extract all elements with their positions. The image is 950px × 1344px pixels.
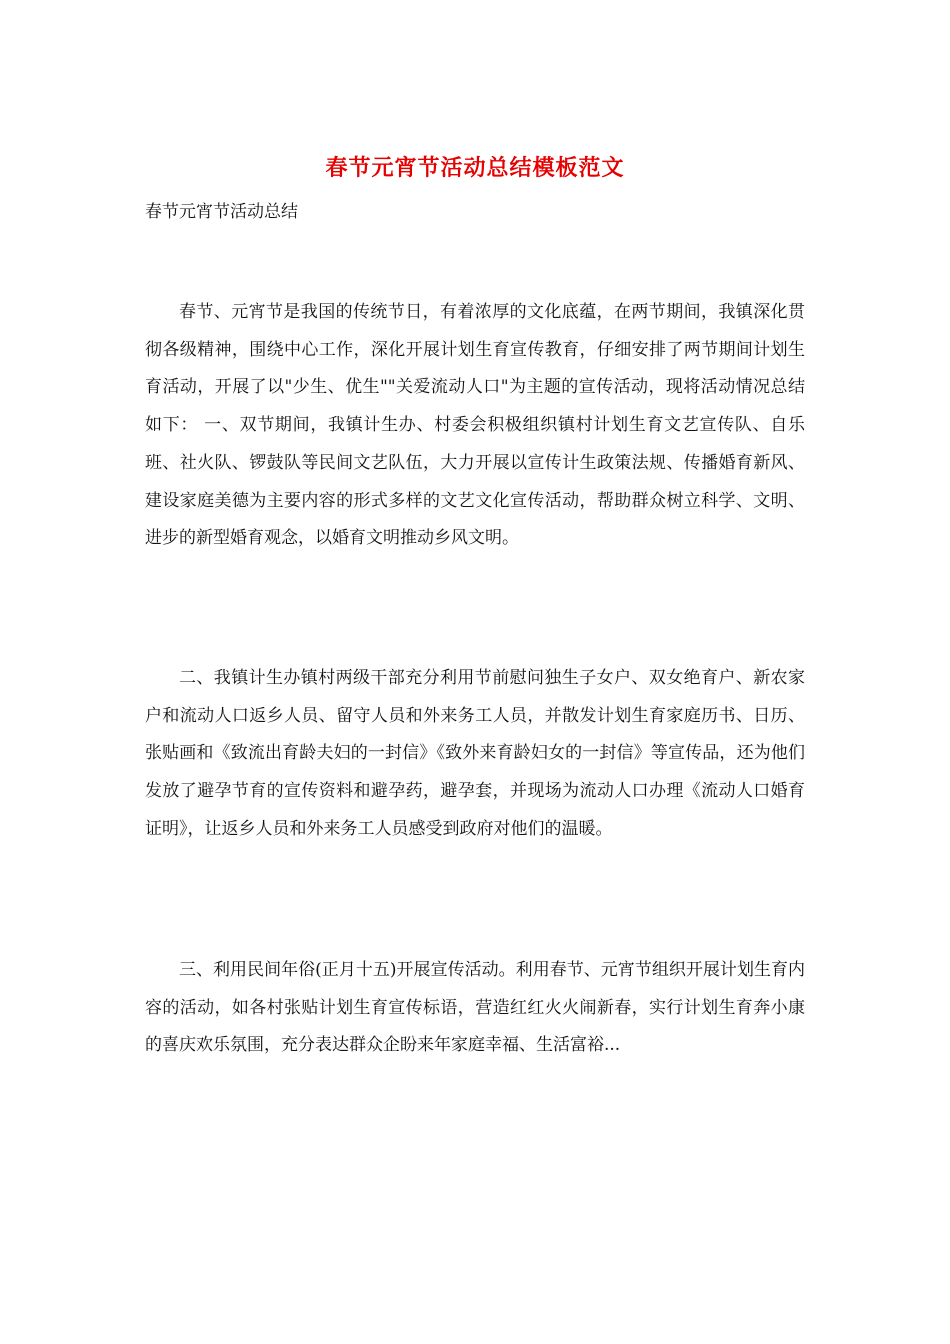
document-subtitle: 春节元宵节活动总结: [145, 202, 298, 222]
paragraph-1: 春节、元宵节是我国的传统节日，有着浓厚的文化底蕴，在两节期间，我镇深化贯彻各级精神，围绕中心工作，深化开展计划生育宣传教育，仔细安排了两节期间计划生育活动，开展了以"少生、优生""关爱流动人口"为主题的宣传活动，现将活动情况总结如下： 一、双节期间，我镇计生办、村委会积极组织镇村计划生育文艺宣传队、自乐班、社火队、锣鼓队等民间文艺队伍，大力开展以宣传计生政策法规、传播婚育新风、建设家庭美德为主要内容的形式多样的文艺文化宣传活动，帮助群众树立科学、文明、进步的新型婚育观念，以婚育文明推动乡风文明。: [145, 302, 805, 549]
paragraph-3: 三、利用民间年俗(正月十五)开展宣传活动。利用春节、元宵节组织开展计划生育内容的活动，如各村张贴计划生育宣传标语，营造红红火火闹新春，实行计划生育奔小康的喜庆欢乐氛围，充分表达群众企盼来年家庭幸福、生活富裕...: [145, 960, 805, 1056]
paragraph-2: 二、我镇计生办镇村两级干部充分利用节前慰问独生子女户、双女绝育户、新农家户和流动人口返乡人员、留守人员和外来务工人员，并散发计划生育家庭历书、日历、张贴画和《致流出育龄夫妇的一封信》《致外来育龄妇女的一封信》等宣传品，还为他们发放了避孕节育的宣传资料和避孕药，避孕套，并现场为流动人口办理《流动人口婚育证明》，让返乡人员和外来务工人员感受到政府对他们的温暖。: [145, 668, 805, 839]
document-title: 春节元宵节活动总结模板范文: [325, 155, 625, 181]
